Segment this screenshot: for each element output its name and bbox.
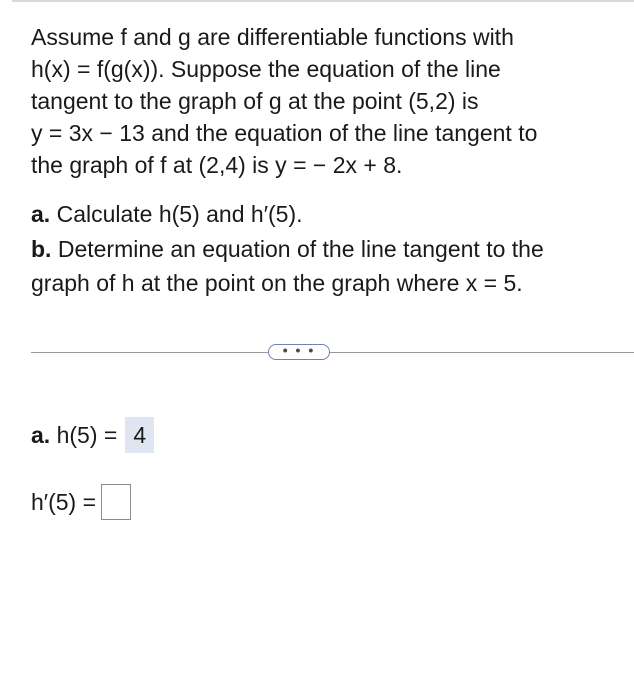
problem-statement [31, 21, 621, 181]
hprime5-answer-input[interactable] [101, 484, 131, 520]
part-a-label: a. [31, 201, 51, 227]
answer-h5-row [31, 417, 154, 453]
question-parts [31, 197, 621, 300]
part-a-text: Calculate h(5) and h′(5). [50, 201, 303, 227]
problem-line-5: the graph of f at (2,4) is y = − 2x + 8. [31, 152, 403, 178]
top-divider [12, 0, 634, 2]
h5-answer-value[interactable]: 4 [125, 417, 154, 453]
part-a [31, 197, 621, 231]
problem-line-2: h(x) = f(g(x)). Suppose the equation of the line [31, 56, 501, 82]
part-b-label: b. [31, 236, 52, 262]
problem-line-4: y = 3x − 13 and the equation of the line tangent to [31, 120, 538, 146]
answer-hprime5-row [31, 484, 131, 520]
section-divider [31, 352, 634, 353]
part-b [31, 232, 621, 266]
answer-a-label: a. [31, 422, 51, 448]
part-b-text-2: graph of h at the point on the graph where x = 5. [31, 270, 523, 296]
problem-line-3: tangent to the graph of g at the point (5,2) is [31, 88, 479, 114]
expand-more-button[interactable] [268, 341, 330, 360]
part-b-continued [31, 266, 621, 300]
problem-line-1: Assume f and g are differentiable functions with [31, 24, 514, 50]
h5-label: h(5) = [50, 422, 118, 448]
part-b-text-1: Determine an equation of the line tangent to the [51, 236, 544, 262]
hprime5-label: h′(5) = [31, 489, 97, 515]
ellipsis-icon: • • • [282, 341, 316, 358]
